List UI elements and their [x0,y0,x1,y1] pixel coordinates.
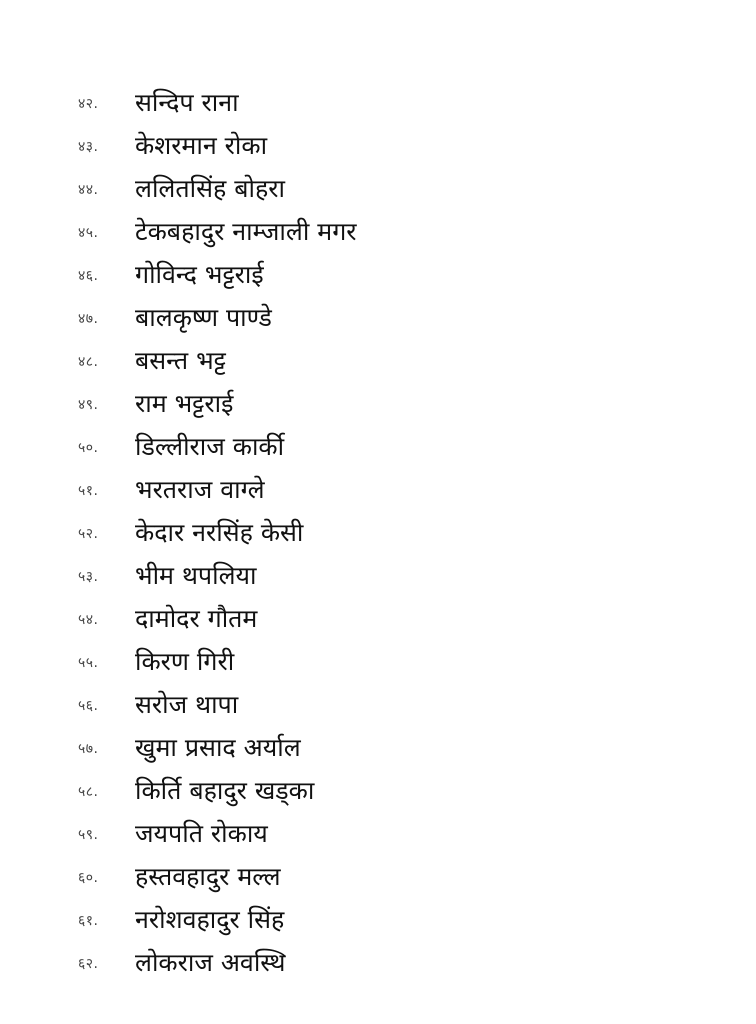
item-number: ४८. [78,354,99,370]
item-name: हस्तवहादुर मल्ल [135,862,281,891]
list-item [0,385,756,428]
item-name: टेकबहादुर नाम्जाली मगर [135,217,357,246]
list-item [0,815,756,858]
item-number: ६०. [78,870,99,886]
item-number: ५२. [78,526,99,542]
list-item [0,686,756,729]
item-number: ५४. [78,612,99,628]
list-item [0,643,756,686]
item-name: केशरमान रोका [135,131,268,160]
item-number: ५५. [78,655,99,671]
list-item [0,600,756,643]
list-item [0,858,756,901]
list-item [0,299,756,342]
item-name: लोकराज अवस्थि [135,948,286,977]
item-number: ४९. [78,397,99,413]
item-number: ४७. [78,311,99,327]
item-number: ४२. [78,96,99,112]
item-number: ४५. [78,225,99,241]
list-item [0,729,756,772]
list-item [0,84,756,127]
item-name: सन्दिप राना [135,88,239,117]
item-number: ४३. [78,139,99,155]
item-number: ६१. [78,913,99,929]
item-number: ५९. [78,827,99,843]
item-name: नरोशवहादुर सिंह [135,905,285,934]
item-name: ललितसिंह बोहरा [135,174,285,203]
list-item [0,901,756,944]
item-name: बालकृष्ण पाण्डे [135,303,272,332]
item-number: ५३. [78,569,99,585]
list-item [0,514,756,557]
list-item [0,557,756,600]
list-item [0,772,756,815]
list-item [0,944,756,987]
item-number: ५७. [78,741,99,757]
item-name: डिल्लीराज कार्की [135,432,285,461]
item-name: गोविन्द भट्टराई [135,260,264,289]
list-item [0,256,756,299]
list-item [0,127,756,170]
item-name: बसन्त भट्ट [135,346,226,375]
list-item [0,170,756,213]
item-number: ४६. [78,268,99,284]
item-name: खुमा प्रसाद अर्याल [135,733,301,762]
item-name: दामोदर गौतम [135,604,258,633]
item-number: ६२. [78,956,99,972]
item-name: जयपति रोकाय [135,819,268,848]
list-item [0,213,756,256]
item-number: ५८. [78,784,99,800]
list-item [0,428,756,471]
item-name: किर्ति बहादुर खड्का [135,776,315,805]
item-name: राम भट्टराई [135,389,234,418]
list-item [0,471,756,514]
item-name: सरोज थापा [135,690,239,719]
item-name: किरण गिरी [135,647,235,676]
item-name: भीम थपलिया [135,561,257,590]
item-number: ५६. [78,698,99,714]
name-list [0,84,756,987]
item-name: केदार नरसिंह केसी [135,518,304,547]
list-item [0,342,756,385]
item-number: ५१. [78,483,99,499]
item-name: भरतराज वाग्ले [135,475,265,504]
item-number: ५०. [78,440,99,456]
item-number: ४४. [78,182,99,198]
